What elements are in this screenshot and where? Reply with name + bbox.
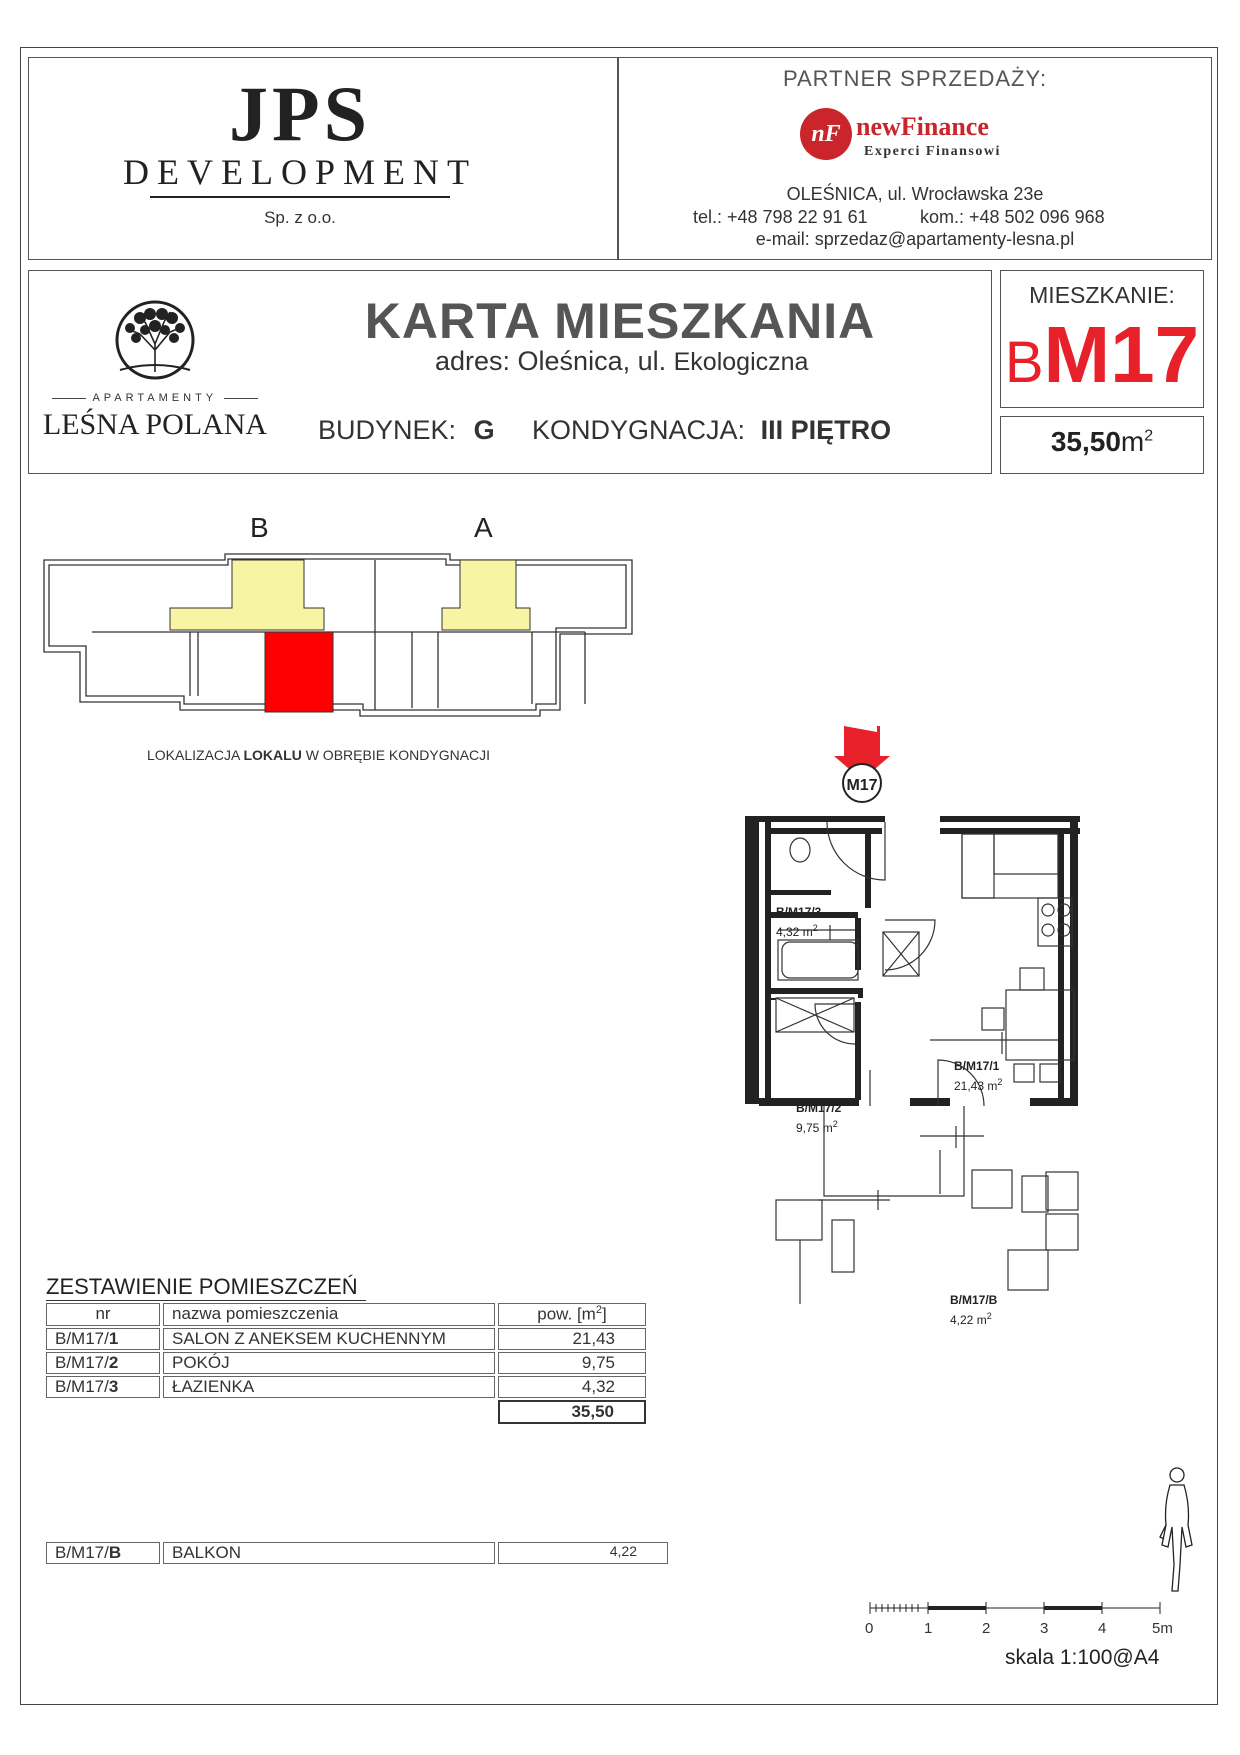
summary-table — [43, 1301, 649, 1426]
partner-kom: kom.: +48 502 096 968 — [920, 207, 1105, 227]
project-logo — [40, 300, 270, 450]
plan-balcony-sup: 2 — [986, 1311, 992, 1321]
apartment-area — [1000, 426, 1204, 458]
row-nr-num: 1 — [108, 1328, 119, 1348]
plan-room1-sup: 2 — [997, 1077, 1003, 1087]
developer-subtitle: DEVELOPMENT — [123, 152, 477, 192]
partner-brand: newFinance — [856, 112, 989, 141]
balcony-area: 4,22 — [498, 1542, 668, 1564]
location-plan — [40, 548, 640, 718]
location-label-b: B — [250, 512, 269, 543]
plan-room2-sup: 2 — [832, 1119, 838, 1129]
plan-room3-id: B/M17/3 — [776, 905, 822, 919]
project-small — [40, 392, 270, 404]
building-value: G — [473, 415, 495, 445]
apartment-code — [1000, 312, 1204, 421]
apartment-label: MIESZKANIE: — [1029, 282, 1175, 308]
plan-room1-area — [954, 1074, 1002, 1094]
summary-header-area-sup: 2 — [595, 1304, 602, 1316]
project-name: LEŚNA POLANA — [42, 408, 268, 441]
scale-tick-2: 2 — [982, 1620, 991, 1637]
plan-room2-unit: m — [822, 1121, 833, 1135]
summary-header-row — [46, 1303, 646, 1326]
scale-tick-4: 4 — [1098, 1620, 1107, 1637]
location-highlight — [265, 632, 333, 712]
project-small-label: APARTAMENTY — [92, 392, 217, 404]
plan-label-balcony — [950, 1292, 997, 1328]
row-name: POKÓJ — [163, 1352, 495, 1374]
plan-balcony-unit: m — [976, 1313, 987, 1327]
partner-heading: PARTNER SPRZEDAŻY: — [782, 66, 1048, 91]
location-caption — [147, 747, 490, 763]
developer-divider — [150, 196, 450, 198]
card-building — [318, 415, 495, 446]
plan-room3-area-value: 4,32 — [776, 925, 800, 939]
location-caption-pre: LOKALIZACJA — [147, 747, 244, 763]
row-nr — [46, 1352, 160, 1374]
row-nr-num: 3 — [108, 1376, 119, 1396]
total-spacer — [46, 1400, 160, 1424]
summary-header-area-label: pow. [m — [537, 1304, 596, 1324]
scale-tick-0: 0 — [865, 1620, 874, 1637]
developer-logo — [90, 72, 510, 228]
card-address — [435, 346, 808, 377]
plan-room1-unit: m — [987, 1079, 998, 1093]
table-row — [46, 1328, 646, 1350]
human-figure-icon — [1152, 1465, 1202, 1595]
row-nr-prefix: B/M17/ — [55, 1376, 109, 1396]
plan-room3-unit: m — [802, 925, 813, 939]
table-row — [46, 1352, 646, 1374]
row-nr-prefix: B/M17/ — [55, 1328, 109, 1348]
marker-text: M17 — [846, 777, 878, 794]
location-stairs — [170, 560, 530, 630]
plan-room1-id: B/M17/1 — [954, 1059, 1000, 1073]
apartment-area-value: 35,50 — [1050, 426, 1121, 457]
summary-header-nr: nr — [46, 1303, 160, 1326]
card-address-street: Ekologiczna — [673, 348, 809, 376]
building-label: BUDYNEK: — [318, 415, 457, 445]
table-row — [46, 1376, 646, 1398]
summary-total-row — [46, 1400, 646, 1424]
row-area: 4,32 — [498, 1376, 646, 1398]
balcony-nr-prefix: B/M17/ — [55, 1543, 109, 1562]
table-row — [46, 1542, 668, 1564]
partner-logo-circle: nF — [800, 108, 852, 160]
partner-logo — [800, 108, 1040, 168]
row-nr-num: 2 — [108, 1352, 119, 1372]
developer-legal: Sp. z o.o. — [264, 208, 336, 227]
location-caption-bold: LOKALU — [243, 747, 302, 763]
partner-tel: tel.: +48 798 22 91 61 — [693, 207, 868, 227]
partner-email: e-mail: sprzedaz@apartamenty-lesna.pl — [755, 229, 1075, 249]
balcony-table — [43, 1540, 671, 1566]
floor-value: III PIĘTRO — [760, 415, 892, 445]
apartment-prefix: B — [1004, 330, 1044, 395]
plan-balcony-area-value: 4,22 — [950, 1313, 974, 1327]
partner-tagline: Experci Finansowi — [864, 144, 1001, 159]
plan-label-room3 — [776, 904, 821, 940]
tree-icon — [110, 300, 200, 384]
project-small-rule-left — [52, 398, 86, 399]
floor-label: KONDYGNACJA: — [532, 415, 746, 445]
plan-label-room2 — [796, 1100, 841, 1136]
total-spacer — [163, 1400, 495, 1424]
floor-plan — [740, 720, 1120, 1350]
row-name: ŁAZIENKA — [163, 1376, 495, 1398]
summary-header-area — [498, 1303, 646, 1326]
project-small-rule-right — [224, 398, 258, 399]
summary-title: ZESTAWIENIE POMIESZCZEŃ — [46, 1274, 358, 1299]
plan-balcony-id: B/M17/B — [950, 1293, 998, 1307]
scale-tick-3: 3 — [1040, 1620, 1049, 1637]
location-label-a: A — [474, 512, 493, 543]
row-area: 21,43 — [498, 1328, 646, 1350]
apartment-area-sup: 2 — [1144, 427, 1154, 445]
plan-label-room1 — [954, 1058, 1002, 1094]
scale-bar — [868, 1598, 1168, 1618]
plan-balcony-area — [950, 1308, 997, 1328]
scale-label: skala 1:100@A4 — [1005, 1646, 1160, 1669]
plan-room2-area — [796, 1116, 841, 1136]
card-floor — [532, 415, 891, 446]
plan-room2-area-value: 9,75 — [796, 1121, 820, 1135]
card-address-prefix: adres: Oleśnica, ul. — [435, 346, 667, 376]
row-nr — [46, 1376, 160, 1398]
partner-address: OLEŚNICA, ul. Wrocławska 23e — [786, 184, 1044, 204]
row-nr-prefix: B/M17/ — [55, 1352, 109, 1372]
row-name: SALON Z ANEKSEM KUCHENNYM — [163, 1328, 495, 1350]
balcony-nr-num: B — [108, 1543, 122, 1562]
balcony-name: BALKON — [163, 1542, 495, 1564]
card-title: KARTA MIESZKANIA — [364, 293, 876, 349]
apartment-number: M17 — [1043, 310, 1200, 399]
plan-room3-area — [776, 920, 821, 940]
apartment-area-unit: m — [1120, 426, 1145, 457]
summary-header-name: nazwa pomieszczenia — [163, 1303, 495, 1326]
plan-room1-area-value: 21,43 — [954, 1079, 985, 1093]
developer-name: JPS — [228, 70, 372, 157]
summary-header-area-close: ] — [601, 1304, 607, 1324]
row-area: 9,75 — [498, 1352, 646, 1374]
summary-total: 35,50 — [498, 1400, 646, 1424]
plan-room3-sup: 2 — [812, 923, 818, 933]
scale-tick-5: 5m — [1152, 1620, 1173, 1637]
balcony-nr — [46, 1542, 160, 1564]
row-nr — [46, 1328, 160, 1350]
scale-tick-1: 1 — [924, 1620, 933, 1637]
location-caption-post: W OBRĘBIE KONDYGNACJI — [301, 747, 491, 763]
plan-room2-id: B/M17/2 — [796, 1101, 842, 1115]
